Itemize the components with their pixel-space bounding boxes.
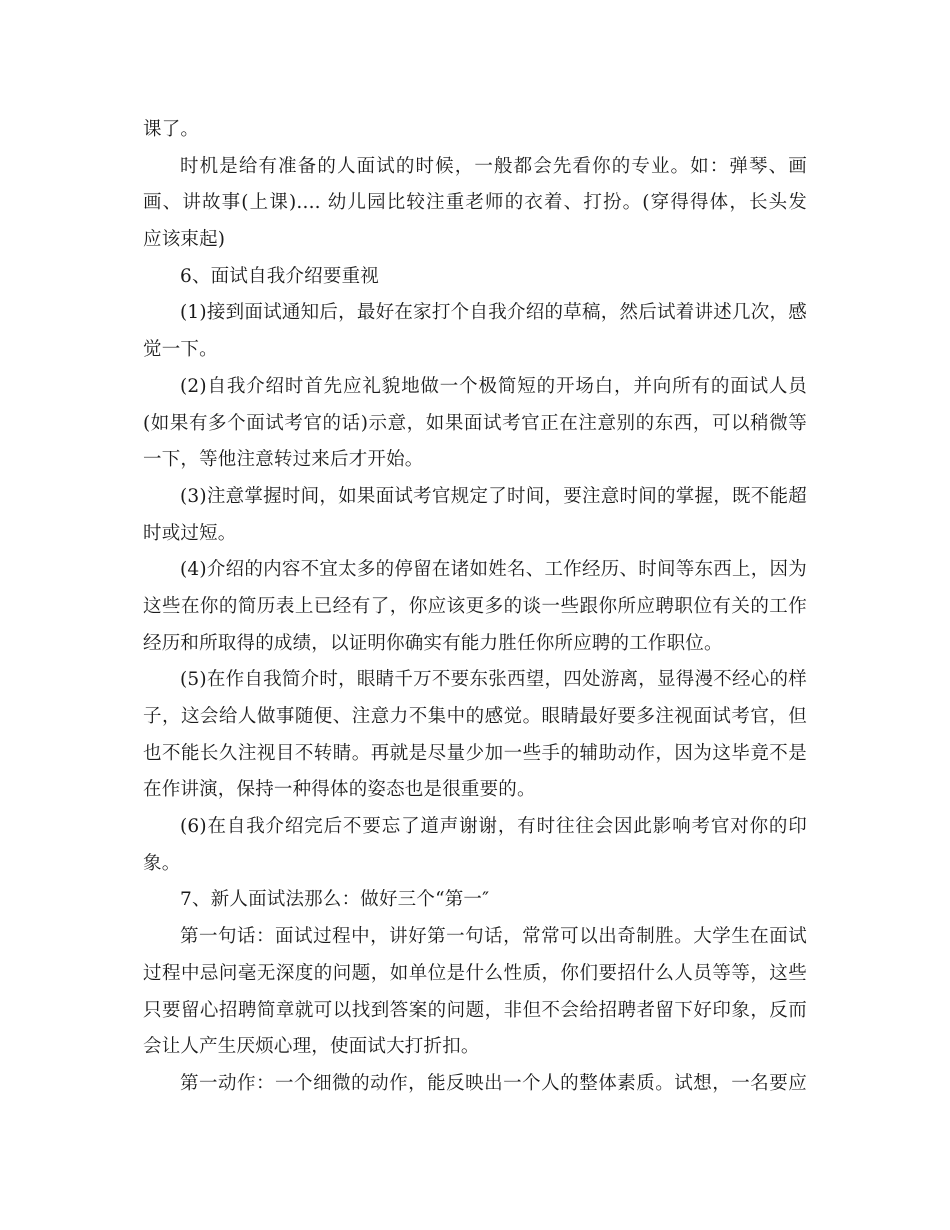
- text-line: 画、讲故事(上课).... 幼儿园比较注重老师的衣着、打扮。(穿得得体，长头发: [143, 192, 807, 214]
- section-heading: 6、面试自我介绍要重视: [180, 265, 379, 287]
- text-line: 象。: [143, 852, 181, 874]
- text-line: (6)在自我介绍完后不要忘了道声谢谢，有时往往会因此影响考官对你的印: [180, 816, 807, 838]
- text-line: 一下，等他注意转过来后才开始。: [143, 449, 424, 471]
- text-line: 第一句话：面试过程中，讲好第一句话，常常可以出奇制胜。大学生在面试: [180, 926, 807, 948]
- text-line: 子，这会给人做事随便、注意力不集中的感觉。眼睛最好要多注视面试考官，但: [143, 706, 807, 727]
- section-heading: 7、新人面试法那么：做好三个“第一″: [180, 889, 490, 911]
- text-line: 只要留心招聘简章就可以找到答案的问题，非但不会给招聘者留下好印象，反而: [143, 999, 807, 1021]
- text-line: (5)在作自我简介时，眼睛千万不要东张西望，四处游离，显得漫不经心的样: [180, 669, 807, 691]
- text-line: 在作讲演，保持一种得体的姿态也是很重要的。: [143, 779, 536, 801]
- text-line: (1)接到面试通知后，最好在家打个自我介绍的草稿，然后试着讲述几次，感: [180, 302, 807, 324]
- text-line: 时或过短。: [143, 522, 237, 544]
- text-line: (3)注意掌握时间，如果面试考官规定了时间，要注意时间的掌握，既不能超: [180, 485, 807, 507]
- text-line: 觉一下。: [143, 339, 218, 361]
- document-page: [143, 112, 807, 1103]
- text-line: (2)自我介绍时首先应礼貌地做一个极简短的开场白，并向所有的面试人员: [180, 375, 807, 397]
- text-line: 课了。: [143, 119, 200, 140]
- text-line: 会让人产生厌烦心理，使面试大打折扣。: [143, 1036, 480, 1058]
- text-line: 经历和所取得的成绩，以证明你确实有能力胜任你所应聘的工作职位。: [143, 632, 723, 654]
- text-line: 第一动作：一个细微的动作，能反映出一个人的整体素质。试想，一名要应: [180, 1072, 807, 1094]
- text-line: (4)介绍的内容不宜太多的停留在诸如姓名、工作经历、时间等东西上，因为: [180, 559, 807, 581]
- text-line: 时机是给有准备的人面试的时候，一般都会先看你的专业。如：弹琴、画: [180, 155, 807, 177]
- text-line: (如果有多个面试考官的话)示意，如果面试考官正在注意别的东西，可以稍微等: [143, 412, 807, 434]
- text-line: 这些在你的简历表上已经有了，你应该更多的谈一些跟你所应聘职位有关的工作: [143, 595, 807, 617]
- text-line: 过程中忌问毫无深度的问题，如单位是什么性质，你们要招什么人员等等，这些: [143, 962, 807, 984]
- text-line: 也不能长久注视目不转睛。再就是尽量少加一些手的辅助动作，因为这毕竟不是: [143, 742, 807, 764]
- text-line: 应该束起): [143, 229, 226, 251]
